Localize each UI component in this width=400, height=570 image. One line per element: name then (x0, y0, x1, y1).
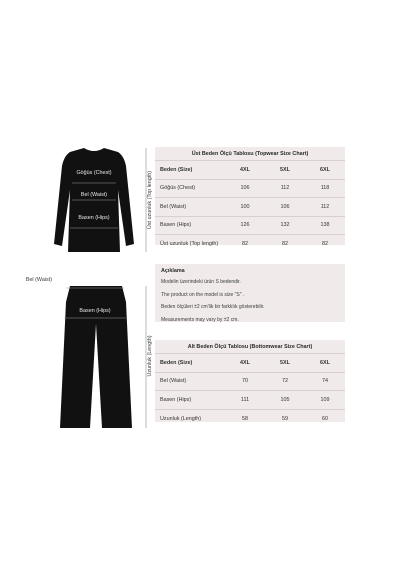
topwear-size-chart (155, 147, 345, 245)
cell-value: 132 (265, 216, 305, 235)
table-header-row (155, 161, 345, 179)
row-label: Göğüs (Chest) (155, 179, 225, 198)
cell-value: 106 (225, 179, 265, 198)
note-line: The product on the model is size "S" . (161, 291, 245, 298)
cell-value: 105 (265, 391, 305, 410)
note-title: Açıklama (161, 268, 185, 274)
table-row (155, 391, 345, 410)
cell-value: 126 (225, 216, 265, 235)
cell-value: 112 (305, 198, 345, 217)
row-label: Üst uzunluk (Top length) (160, 241, 219, 247)
table-row (155, 372, 345, 391)
cell-value: 109 (305, 391, 345, 410)
garment-illustrations (0, 0, 160, 570)
cell-value: 60 (322, 415, 328, 422)
cell-value: 82 (322, 241, 328, 247)
cell-value: 138 (305, 216, 345, 235)
size-header: Beden (Size) (155, 354, 225, 372)
note-line: Beden ölçüleri ±2 cm'lik bir farklılık gösterebilir. (161, 304, 265, 310)
cell-value: 112 (265, 179, 305, 198)
table-row (155, 235, 345, 254)
top-garment-illustration (54, 148, 146, 252)
row-label: Bel (Waist) (155, 372, 225, 391)
cell-value: 70 (225, 372, 265, 391)
cell-value: 100 (225, 198, 265, 217)
cell-value: 74 (305, 372, 345, 391)
topwear-table (155, 161, 345, 253)
bottomwear-table (155, 354, 345, 428)
table-row (155, 409, 345, 428)
note-panel (155, 264, 345, 322)
top-length-label: Üst uzunluk (Top length) (147, 170, 153, 230)
size-4xl-header: 4XL (225, 354, 265, 372)
cell-value: 58 (242, 415, 248, 422)
row-label: Bel (Waist) (155, 198, 225, 217)
table-header-row (155, 354, 345, 372)
table-row (155, 216, 345, 235)
cell-value: 59 (282, 415, 288, 422)
row-label: Basen (Hips) (155, 391, 225, 410)
top-waist-label: Bel (Waist) (80, 192, 108, 198)
row-label: Basen (Hips) (155, 216, 225, 235)
row-label: Uzunluk (Length) (160, 415, 202, 422)
cell-value: 111 (225, 391, 265, 410)
size-6xl-header: 6XL (305, 161, 345, 179)
bottomwear-size-chart (155, 340, 345, 422)
bottom-length-label: Uzunluk (Length) (147, 335, 153, 377)
top-chest-label: Göğüs (Chest) (76, 170, 112, 176)
cell-value: 72 (265, 372, 305, 391)
cell-value: 118 (305, 179, 345, 198)
table-row (155, 179, 345, 198)
cell-value: 106 (265, 198, 305, 217)
topwear-chart-title: Üst Beden Ölçü Tablosu (Topwear Size Chart) (155, 147, 345, 161)
bottom-hips-label: Basen (Hips) (79, 308, 111, 314)
size-6xl-header: 6XL (305, 354, 345, 372)
note-line: Measurements may vary by ±2 cm. (161, 316, 239, 323)
top-hips-label: Basen (Hips) (78, 215, 110, 221)
cell-value: 82 (282, 241, 288, 247)
note-line: Modelin üzerindeki ürün S bedendir. (161, 279, 241, 285)
size-header: Beden (Size) (155, 161, 225, 179)
size-5xl-header: 5XL (265, 161, 305, 179)
bottom-waist-label: Bel (Waist) (25, 277, 52, 283)
size-5xl-header: 5XL (265, 354, 305, 372)
bottomwear-chart-title: Alt Beden Ölçü Tablosu (Bottomwear Size Chart) (155, 340, 345, 354)
table-row (155, 198, 345, 217)
size-4xl-header: 4XL (225, 161, 265, 179)
cell-value: 82 (242, 241, 248, 247)
